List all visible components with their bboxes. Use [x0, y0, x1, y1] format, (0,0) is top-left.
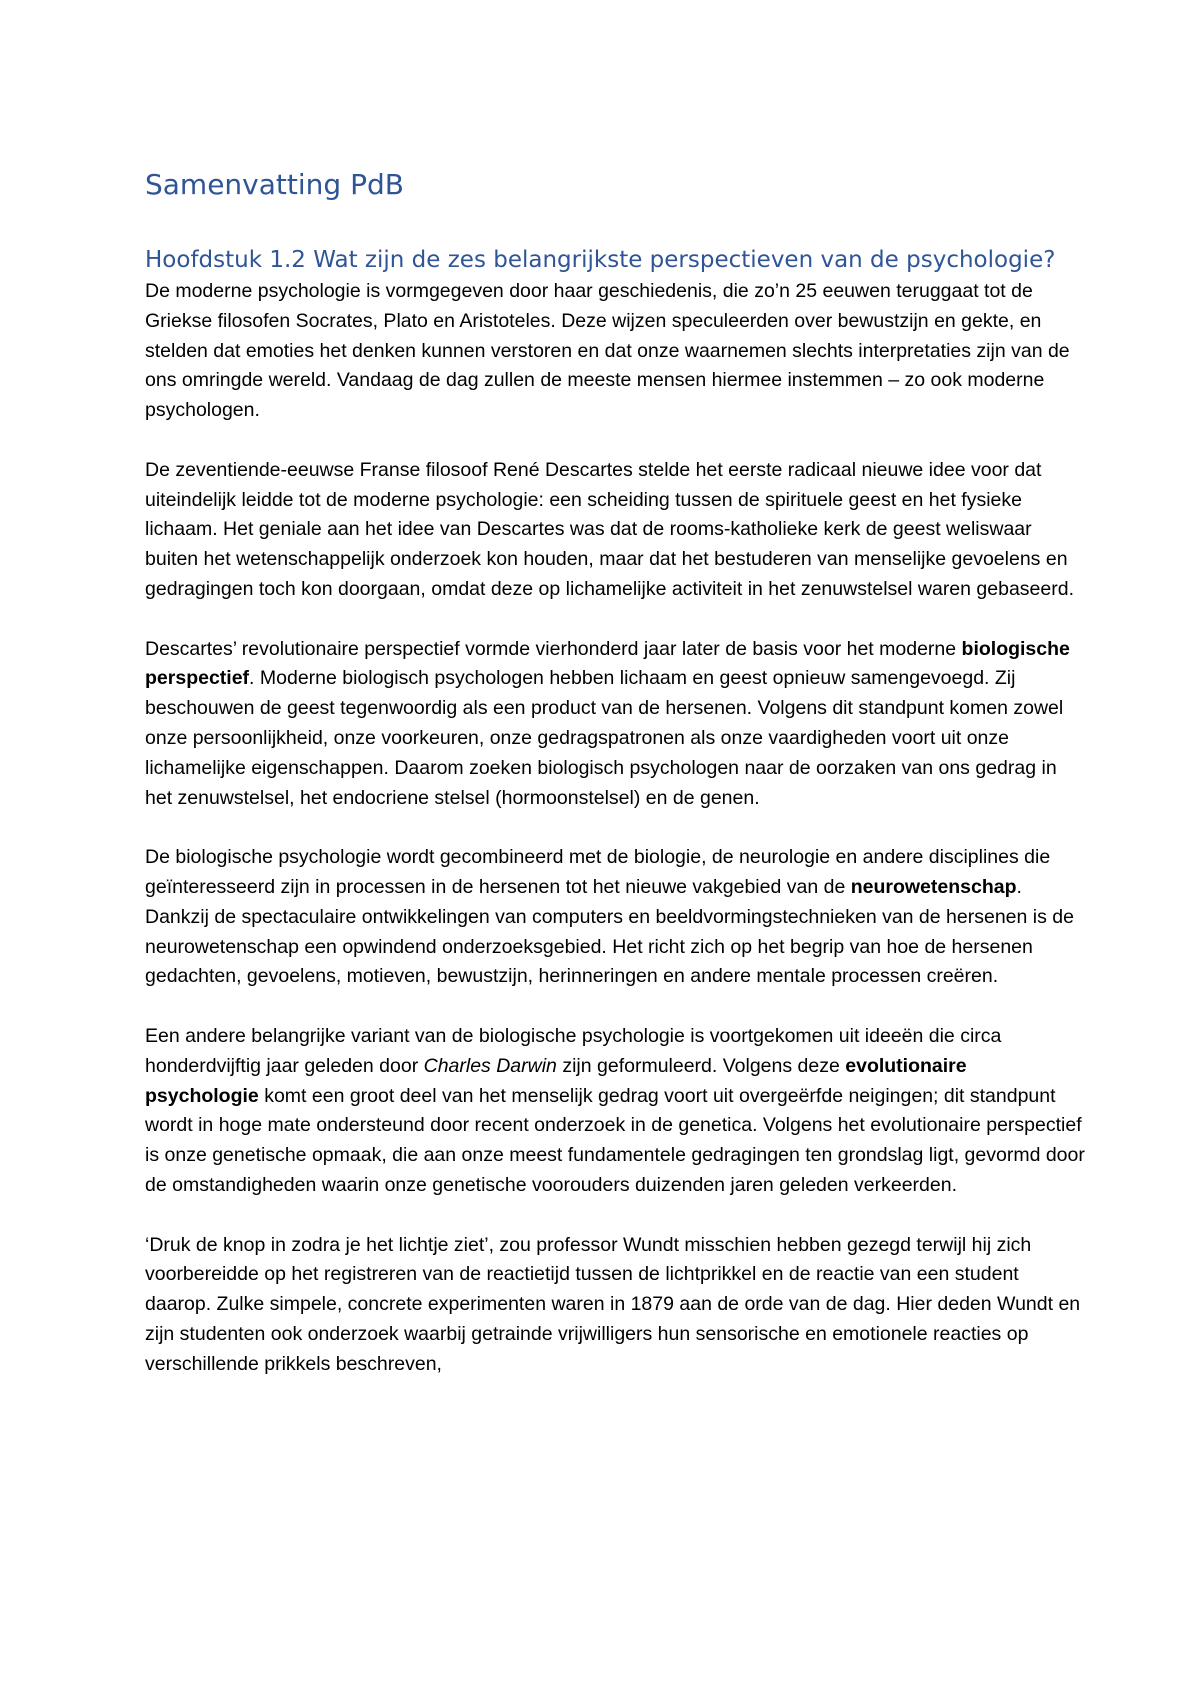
- person-name-darwin: Charles Darwin: [423, 1054, 557, 1077]
- chapter-heading: Hoofdstuk 1.2 Wat zijn de zes belangrijkste perspectieven van de psychologie?: [145, 247, 1056, 273]
- paragraph-text: zijn geformuleerd. Volgens deze: [556, 1054, 846, 1077]
- paragraph-evolutionary: [145, 1022, 1085, 1201]
- paragraph-text: Een andere belangrijke variant van de biologische psychologie is voortgekomen uit ideeën die circa honderdvijftig jaar geleden door: [145, 1024, 1002, 1077]
- paragraph-wundt: ‘Druk de knop in zodra je het lichtje ziet’, zou professor Wundt misschien hebben gezegd terwijl hij zich voorbereidde op het registreren van de reactietijd tussen de lichtprikkel en de reactie van een student daarop. Zulke simpele, concrete experimenten waren in 1879 aan de orde van de dag. Hier deden Wundt en zijn studenten ook onderzoek waarbij getrainde vrijwilligers hun sensorische en emotionele reacties op verschillende prikkels beschreven,: [145, 1233, 1081, 1375]
- paragraph-text: De biologische psychologie wordt gecombineerd met de biologie, de neurologie en andere disciplines die geïnteresseerd zijn in processen in de hersenen tot het nieuwe vakgebied van de: [145, 846, 1051, 898]
- paragraph-biological-perspective: [145, 635, 1085, 814]
- key-term-biologische-perspectief: biologische perspectief: [145, 637, 1070, 690]
- paragraph-neuroscience: [145, 843, 1085, 992]
- paragraph-text: komt een groot deel van het menselijk gedrag voort uit overgeërfde neigingen; dit standpunt wordt in hoge mate ondersteund door recent onderzoek in de genetica. Volgens het evolutionaire perspectief is onze genetische opmaak, die aan onze meest fundamentele gedragingen ten grondslag ligt, gevormd door de omstandigheden waarin onze genetische voorouders duizenden jaren geleden verkeerden.: [145, 1084, 1085, 1196]
- document-title: Samenvatting PdB: [145, 168, 404, 201]
- paragraph-history: De moderne psychologie is vormgegeven door haar geschiedenis, die zo’n 25 eeuwen teruggaat tot de Griekse filosofen Socrates, Plato en Aristoteles. Deze wijzen speculeerden over bewustzijn en gekte, en stelden dat emoties het denken kunnen verstoren en dat onze waarnemen slechts interpretaties zijn van de ons omringde wereld. Vandaag de dag zullen de meeste mensen hiermee instemmen – zo ook moderne psychologen.: [145, 280, 1070, 422]
- key-term-evolutionaire-psychologie: evolutionaire psychologie: [145, 1054, 967, 1107]
- key-term-neurowetenschap: neurowetenschap: [850, 875, 1017, 898]
- paragraph-text: Descartes’ revolutionaire perspectief vormde vierhonderd jaar later de basis voor het moderne: [145, 637, 962, 660]
- paragraph-text: . Dankzij de spectaculaire ontwikkelingen van computers en beeldvormingstechnieken van de hersenen is de neurowetenschap een opwindend onderzoeksgebied. Het richt zich op het begrip van hoe de hersenen gedachten, gevoelens, motieven, bewustzijn, herinneringen en andere mentale processen creëren.: [145, 875, 1074, 988]
- paragraph-text: . Moderne biologisch psychologen hebben lichaam en geest opnieuw samengevoegd. Zij beschouwen de geest tegenwoordig als een product van de hersenen. Volgens dit standpunt komen zowel onze persoonlijkheid, onze voorkeuren, onze gedragspatronen als onze vaardigheden voort uit onze lichamelijke eigenschappen. Daarom zoeken biologisch psychologen naar de oorzaken van ons gedrag in het zenuwstelsel, het endocriene stelsel (hormoonstelsel) en de genen.: [145, 667, 1064, 809]
- paragraph-descartes: De zeventiende-eeuwse Franse filosoof René Descartes stelde het eerste radicaal nieuwe idee voor dat uiteindelijk leidde tot de moderne psychologie: een scheiding tussen de spirituele geest en het fysieke lichaam. Het geniale aan het idee van Descartes was dat de rooms-katholieke kerk de geest weliswaar buiten het wetenschappelijk onderzoek kon houden, maar dat het bestuderen van menselijke gevoelens en gedragingen toch kon doorgaan, omdat deze op lichamelijke activiteit in het zenuwstelsel waren gebaseerd.: [145, 458, 1074, 600]
- document-page: [145, 168, 1085, 1409]
